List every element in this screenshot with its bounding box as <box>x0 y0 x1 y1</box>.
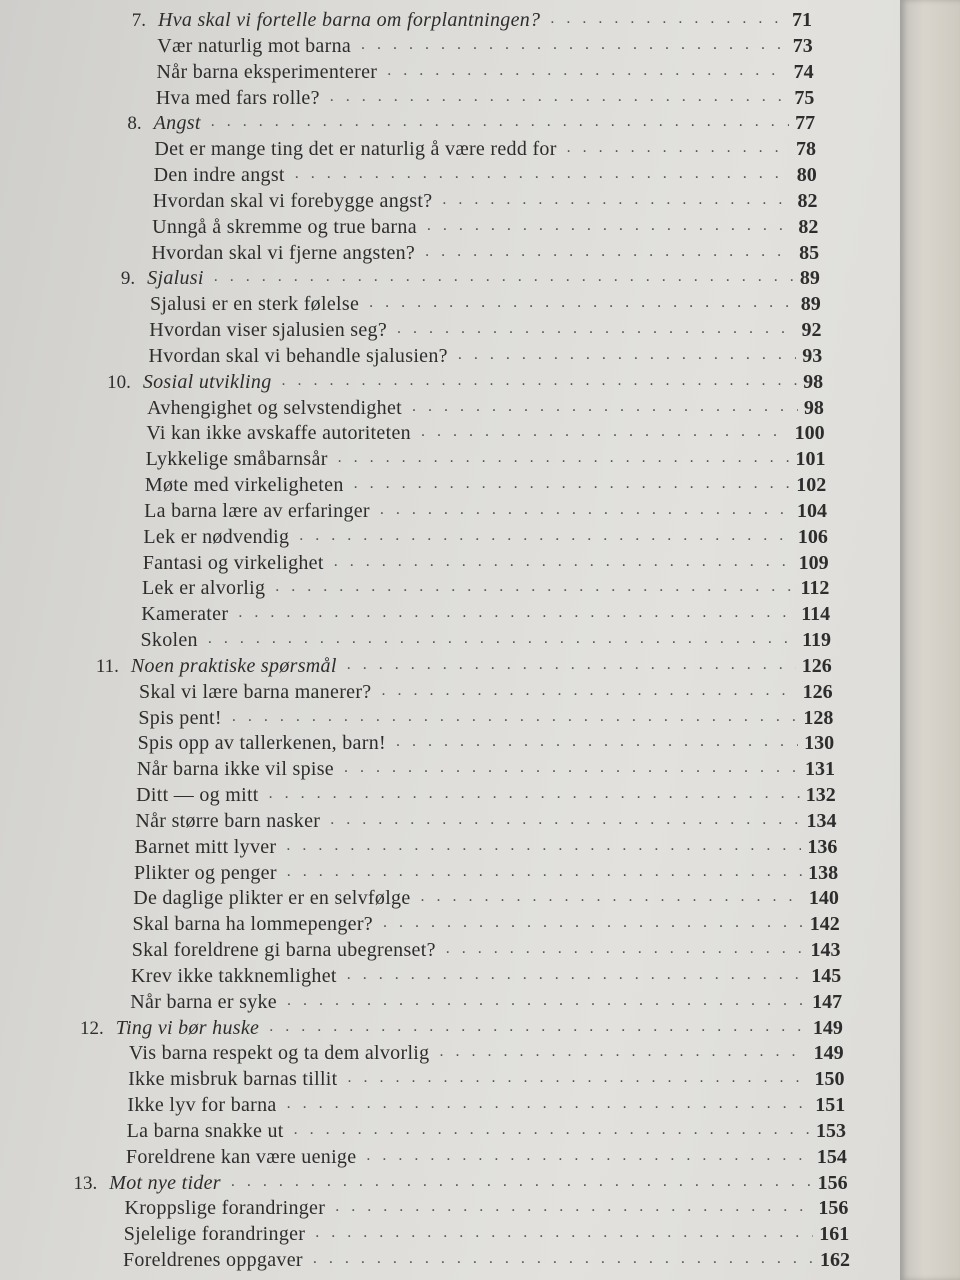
page-number: 162 <box>820 1249 850 1271</box>
dot-leader <box>366 1147 810 1165</box>
toc-chapter-row <box>107 368 824 394</box>
section-title: Skal foreldrene gi barna ubegrenset? <box>131 939 436 961</box>
dot-leader <box>567 139 790 157</box>
dot-leader <box>354 475 791 493</box>
chapter-title: Sosial utvikling <box>142 370 272 393</box>
page-number: 71 <box>792 9 812 31</box>
chapter-title: Noen praktiske spørsmål <box>130 654 337 677</box>
chapter-number: 8. <box>127 113 142 135</box>
section-title: Kamerater <box>141 603 229 626</box>
page-number: 119 <box>802 629 831 651</box>
page-number: 101 <box>795 448 826 471</box>
dot-leader <box>294 1121 810 1139</box>
toc-section-row <box>154 161 817 187</box>
section-title: Lek er nødvendig <box>143 525 290 548</box>
dot-leader <box>421 888 803 906</box>
toc-section-row <box>153 187 818 213</box>
dot-leader <box>347 656 796 674</box>
page-number: 128 <box>803 706 834 729</box>
toc-section-row <box>130 988 842 1014</box>
dot-leader <box>299 527 792 545</box>
page-number: 77 <box>795 112 816 135</box>
page-number: 131 <box>804 758 835 781</box>
section-title: Fantasi og virkelighet <box>142 551 324 574</box>
dot-leader <box>446 940 805 958</box>
toc-section-row <box>139 678 833 704</box>
page-number: 75 <box>794 86 815 109</box>
toc-section-row <box>149 316 821 342</box>
page-number: 150 <box>814 1068 845 1091</box>
dot-leader <box>412 398 798 416</box>
section-title: Ikke lyv for barna <box>127 1094 277 1116</box>
dot-leader <box>269 785 800 803</box>
page-number: 85 <box>799 241 820 264</box>
dot-leader <box>335 1198 812 1216</box>
section-title: Lykkelige småbarnsår <box>145 448 328 471</box>
toc-section-row <box>138 729 835 755</box>
dot-leader <box>295 165 791 183</box>
toc-section-row <box>146 445 826 471</box>
page-number: 138 <box>808 861 839 884</box>
page-number: 82 <box>798 215 819 238</box>
dot-leader <box>369 294 795 312</box>
toc-section-row <box>149 342 823 368</box>
dot-leader <box>442 191 791 209</box>
toc-chapter-row <box>127 109 816 135</box>
section-title: La barna lære av erfaringer <box>144 499 370 522</box>
section-title: Kroppslige forandringer <box>124 1197 326 1220</box>
toc-section-row <box>136 781 836 807</box>
toc-section-row <box>132 910 839 936</box>
section-title: Spis pent! <box>138 706 222 729</box>
toc-section-row <box>133 884 839 910</box>
toc-section-row <box>129 1039 844 1065</box>
section-title: Avhengighet og selvstendighet <box>147 396 403 419</box>
section-title: Hvordan skal vi forebygge angst? <box>152 189 433 212</box>
page-number: 143 <box>810 939 841 961</box>
page-number: 153 <box>816 1119 847 1142</box>
dot-leader <box>232 708 798 726</box>
toc-section-row <box>147 394 824 420</box>
toc-section-row <box>142 574 829 600</box>
toc-section-row <box>151 239 819 265</box>
section-title: Når barna eksperimenterer <box>156 60 378 83</box>
dot-leader <box>361 36 787 54</box>
page-edge <box>900 0 960 1280</box>
dot-leader <box>214 268 794 286</box>
section-title: Ikke misbruk barnas tillit <box>128 1068 338 1091</box>
page-number: 114 <box>801 603 831 626</box>
section-title: Krev ikke takknemlighet <box>131 964 337 987</box>
section-title: Hvordan viser sjalusien seg? <box>149 319 388 341</box>
dot-leader <box>287 863 802 881</box>
page-number: 102 <box>796 474 827 496</box>
section-title: Lek er alvorlig <box>141 577 266 600</box>
dot-leader <box>330 811 800 829</box>
toc-section-row <box>154 135 816 161</box>
page-number: 132 <box>805 784 836 806</box>
section-title: Ditt — og mitt <box>136 784 259 806</box>
section-title: Når barna ikke vil spise <box>136 758 334 781</box>
toc-section-row <box>131 962 841 988</box>
chapter-number: 7. <box>131 10 146 31</box>
dot-leader <box>208 630 796 648</box>
dot-leader <box>427 217 792 235</box>
section-title: Møte med virkeligheten <box>144 474 344 496</box>
section-title: La barna snakke ut <box>126 1119 284 1142</box>
toc-section-row <box>127 1117 846 1143</box>
dot-leader <box>425 243 793 261</box>
toc-section-row <box>145 471 826 497</box>
dot-leader <box>334 553 793 571</box>
section-title: Skal barna ha lommepenger? <box>132 913 373 936</box>
dot-leader <box>315 1224 813 1242</box>
section-title: Skal vi lære barna manerer? <box>139 680 372 703</box>
page-number: 154 <box>816 1145 847 1168</box>
section-title: Det er mange ting det er naturlig å være redd for <box>154 138 557 161</box>
toc-section-row <box>146 419 824 445</box>
toc-section-row <box>141 600 830 626</box>
toc-section-row <box>127 1091 845 1117</box>
toc-section-row <box>134 859 838 885</box>
section-title: Vi kan ikke avskaffe autoriteten <box>146 422 411 445</box>
page-number: 78 <box>795 138 816 161</box>
dot-leader <box>381 682 796 700</box>
dot-leader <box>211 113 789 131</box>
toc-section-row <box>137 755 835 781</box>
section-title: Når større barn nasker <box>135 809 321 832</box>
chapter-number: 13. <box>73 1172 98 1194</box>
toc-chapter-row <box>95 652 832 678</box>
page-number: 112 <box>800 577 830 600</box>
toc-chapter-row <box>73 1169 848 1195</box>
page-number: 100 <box>794 422 825 445</box>
dot-leader <box>380 501 791 519</box>
page-number: 156 <box>818 1197 849 1220</box>
page-number: 149 <box>812 1016 843 1039</box>
page-number: 80 <box>796 164 817 186</box>
page-number: 161 <box>819 1223 850 1246</box>
page-number: 145 <box>811 964 842 987</box>
page-number: 142 <box>809 913 840 936</box>
toc-chapter-row <box>80 1014 843 1040</box>
section-title: Hva med fars rolle? <box>155 86 320 109</box>
page-number: 109 <box>798 551 829 574</box>
section-title: Plikter og penger <box>133 861 277 884</box>
dot-leader <box>387 62 787 80</box>
dot-leader <box>439 1043 807 1061</box>
page-number: 126 <box>802 680 833 703</box>
page-number: 130 <box>804 732 835 755</box>
page-number: 73 <box>792 34 813 57</box>
toc-section-row <box>128 1065 844 1091</box>
dot-leader <box>344 759 799 777</box>
section-title: Foreldrenes oppgaver <box>123 1249 303 1271</box>
page-number: 126 <box>801 654 832 677</box>
page-number: 98 <box>803 370 824 393</box>
section-title: Skolen <box>140 629 198 651</box>
chapter-title: Mot nye tider <box>109 1171 221 1194</box>
section-title: Vær naturlig mot barna <box>157 34 352 57</box>
chapter-number: 9. <box>120 268 136 290</box>
chapter-title: Ting vi bør huske <box>115 1016 260 1039</box>
toc-section-row <box>132 936 841 962</box>
dot-leader <box>231 1173 812 1191</box>
toc-chapter-row <box>120 264 820 290</box>
dot-leader <box>348 1069 809 1087</box>
toc-section-row <box>144 497 827 523</box>
section-title: Den indre angst <box>153 164 285 186</box>
toc-section-row <box>152 213 818 239</box>
chapter-title: Sjalusi <box>147 267 204 290</box>
page-number: 93 <box>802 344 823 367</box>
page-number: 82 <box>797 189 818 212</box>
toc-section-row <box>143 523 827 549</box>
chapter-title: Angst <box>153 112 201 135</box>
toc-section-row <box>141 626 832 652</box>
dot-leader <box>383 914 804 932</box>
dot-leader <box>275 578 794 596</box>
chapter-number: 12. <box>80 1017 104 1039</box>
page-number: 98 <box>803 396 824 419</box>
dot-leader <box>421 423 789 441</box>
toc-section-row <box>157 32 813 58</box>
section-title: Vis barna respekt og ta dem alvorlig <box>128 1042 430 1065</box>
dot-leader <box>458 346 796 364</box>
page-number: 147 <box>812 990 843 1013</box>
page-number: 134 <box>806 809 837 832</box>
toc-section-row <box>157 58 814 84</box>
dot-leader <box>287 992 806 1010</box>
page-number: 89 <box>800 293 821 316</box>
section-title: Unngå å skremme og true barna <box>152 215 417 238</box>
dot-leader <box>330 88 789 106</box>
section-title: Sjelelige forandringer <box>123 1223 306 1246</box>
page-number: 136 <box>807 835 838 858</box>
section-title: Foreldrene kan være uenige <box>125 1145 357 1168</box>
dot-leader <box>313 1250 814 1268</box>
section-title: Når barna er syke <box>130 990 277 1013</box>
toc-section-row <box>135 833 838 859</box>
toc-section-row <box>124 1220 849 1246</box>
chapter-number: 11. <box>95 655 119 677</box>
dot-leader <box>396 733 798 751</box>
toc-section-row <box>156 84 815 110</box>
section-title: Sjalusi er en sterk følelse <box>149 293 360 316</box>
dot-leader <box>238 604 795 622</box>
page-number: 104 <box>797 499 828 522</box>
toc-section-row <box>143 549 829 575</box>
dot-leader <box>282 372 798 390</box>
dot-leader <box>286 837 801 855</box>
toc-section-row <box>138 704 833 730</box>
toc-section-row <box>124 1194 848 1220</box>
page-number: 106 <box>797 525 828 548</box>
dot-leader <box>338 449 790 467</box>
section-title: Hvordan skal vi behandle sjalusien? <box>148 344 448 367</box>
dot-leader <box>397 320 795 338</box>
dot-leader <box>550 10 786 28</box>
page-number: 89 <box>799 267 820 290</box>
section-title: Barnet mitt lyver <box>134 835 277 858</box>
page-number: 151 <box>815 1094 846 1116</box>
dot-leader <box>269 1018 807 1036</box>
section-title: Spis opp av tallerkenen, barn! <box>137 732 386 755</box>
section-title: Hvordan skal vi fjerne angsten? <box>151 241 416 264</box>
toc-section-row <box>123 1246 850 1272</box>
section-title: De daglige plikter er en selvfølge <box>133 887 411 910</box>
toc-section-row <box>126 1143 847 1169</box>
page-number: 149 <box>813 1042 844 1065</box>
toc-section-row <box>135 807 836 833</box>
dot-leader <box>347 966 806 984</box>
page-number: 140 <box>808 887 839 910</box>
page-number: 74 <box>793 60 814 83</box>
chapter-title: Hva skal vi fortelle barna om forplantningen? <box>158 9 541 31</box>
toc-chapter-row <box>131 6 812 32</box>
page-number: 92 <box>801 319 822 341</box>
dot-leader <box>287 1095 810 1113</box>
toc-section-row <box>150 290 821 316</box>
chapter-number: 10. <box>107 371 131 393</box>
page-number: 156 <box>817 1171 848 1194</box>
